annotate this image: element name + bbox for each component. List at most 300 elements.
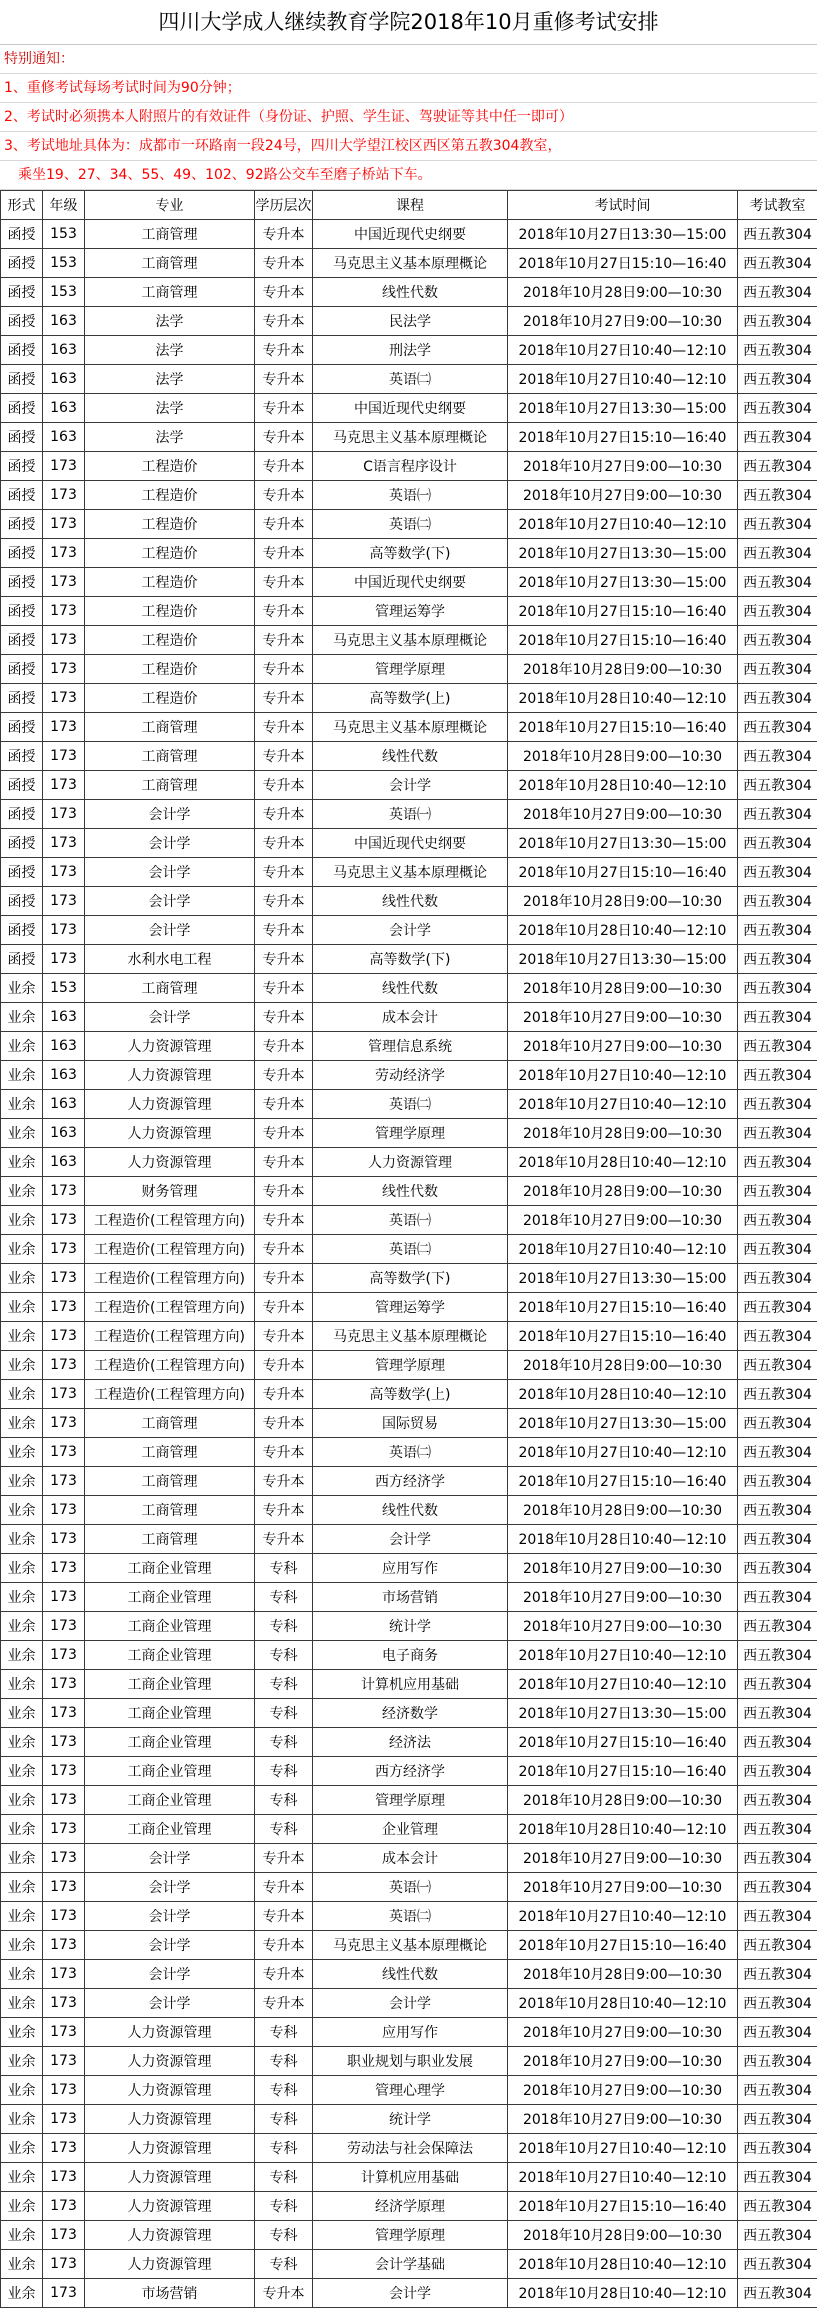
cell-course: 线性代数 xyxy=(313,278,508,307)
cell-course: 高等数学(上) xyxy=(313,1380,508,1409)
cell-exam-time: 2018年10月28日9:00—10:30 xyxy=(508,1119,738,1148)
cell-grade: 173 xyxy=(43,2076,85,2105)
cell-form: 业余 xyxy=(1,1293,43,1322)
cell-form: 业余 xyxy=(1,2250,43,2279)
cell-level: 专升本 xyxy=(255,800,313,829)
table-row xyxy=(1,2134,817,2163)
cell-major: 工程造价 xyxy=(85,684,255,713)
cell-level: 专科 xyxy=(255,2221,313,2250)
cell-course: 中国近现代史纲要 xyxy=(313,829,508,858)
cell-classroom: 西五教304 xyxy=(738,858,817,887)
cell-course: 英语㈠ xyxy=(313,800,508,829)
notice-line: 乘坐19、27、34、55、49、102、92路公交车至磨子桥站下车。 xyxy=(0,161,817,190)
cell-level: 专升本 xyxy=(255,945,313,974)
cell-form: 函授 xyxy=(1,887,43,916)
table-row xyxy=(1,1583,817,1612)
cell-classroom: 西五教304 xyxy=(738,887,817,916)
cell-level: 专升本 xyxy=(255,2279,313,2308)
cell-major: 工程造价(工程管理方向) xyxy=(85,1322,255,1351)
cell-course: 成本会计 xyxy=(313,1003,508,1032)
cell-level: 专科 xyxy=(255,1612,313,1641)
table-row xyxy=(1,2163,817,2192)
cell-course: 经济数学 xyxy=(313,1699,508,1728)
notice-heading: 特别通知： xyxy=(0,45,817,74)
cell-grade: 173 xyxy=(43,1525,85,1554)
table-row xyxy=(1,858,817,887)
cell-classroom: 西五教304 xyxy=(738,771,817,800)
table-row xyxy=(1,220,817,249)
cell-classroom: 西五教304 xyxy=(738,945,817,974)
cell-grade: 173 xyxy=(43,1844,85,1873)
cell-exam-time: 2018年10月28日9:00—10:30 xyxy=(508,887,738,916)
table-row xyxy=(1,2105,817,2134)
cell-exam-time: 2018年10月27日10:40—12:10 xyxy=(508,336,738,365)
cell-grade: 173 xyxy=(43,1293,85,1322)
cell-course: 线性代数 xyxy=(313,742,508,771)
cell-classroom: 西五教304 xyxy=(738,800,817,829)
cell-classroom: 西五教304 xyxy=(738,655,817,684)
cell-classroom: 西五教304 xyxy=(738,1699,817,1728)
cell-major: 工商管理 xyxy=(85,974,255,1003)
cell-course: 劳动法与社会保障法 xyxy=(313,2134,508,2163)
cell-major: 工程造价(工程管理方向) xyxy=(85,1380,255,1409)
cell-form: 业余 xyxy=(1,974,43,1003)
cell-classroom: 西五教304 xyxy=(738,1206,817,1235)
cell-major: 人力资源管理 xyxy=(85,2250,255,2279)
table-row xyxy=(1,2192,817,2221)
cell-level: 专升本 xyxy=(255,365,313,394)
table-row xyxy=(1,423,817,452)
cell-level: 专科 xyxy=(255,1815,313,1844)
cell-form: 业余 xyxy=(1,1322,43,1351)
table-row xyxy=(1,1032,817,1061)
cell-classroom: 西五教304 xyxy=(738,626,817,655)
cell-level: 专科 xyxy=(255,2134,313,2163)
cell-level: 专升本 xyxy=(255,278,313,307)
cell-level: 专升本 xyxy=(255,539,313,568)
cell-grade: 173 xyxy=(43,2163,85,2192)
cell-classroom: 西五教304 xyxy=(738,394,817,423)
cell-major: 人力资源管理 xyxy=(85,1148,255,1177)
cell-level: 专升本 xyxy=(255,1351,313,1380)
cell-course: 英语㈡ xyxy=(313,1902,508,1931)
cell-form: 业余 xyxy=(1,2221,43,2250)
cell-level: 专升本 xyxy=(255,1902,313,1931)
cell-grade: 173 xyxy=(43,887,85,916)
cell-exam-time: 2018年10月27日13:30—15:00 xyxy=(508,539,738,568)
cell-grade: 163 xyxy=(43,1090,85,1119)
table-row xyxy=(1,1003,817,1032)
cell-level: 专升本 xyxy=(255,597,313,626)
cell-course: 管理信息系统 xyxy=(313,1032,508,1061)
cell-grade: 173 xyxy=(43,1496,85,1525)
cell-exam-time: 2018年10月28日9:00—10:30 xyxy=(508,2221,738,2250)
cell-grade: 173 xyxy=(43,1931,85,1960)
cell-form: 业余 xyxy=(1,1380,43,1409)
cell-form: 业余 xyxy=(1,1902,43,1931)
cell-form: 业余 xyxy=(1,1989,43,2018)
cell-form: 函授 xyxy=(1,568,43,597)
cell-major: 人力资源管理 xyxy=(85,2105,255,2134)
cell-level: 专科 xyxy=(255,2047,313,2076)
column-header-exam-time: 考试时间 xyxy=(508,191,738,220)
table-row xyxy=(1,1873,817,1902)
cell-form: 业余 xyxy=(1,1264,43,1293)
cell-exam-time: 2018年10月28日10:40—12:10 xyxy=(508,1380,738,1409)
cell-level: 专升本 xyxy=(255,916,313,945)
cell-course: 计算机应用基础 xyxy=(313,2163,508,2192)
cell-form: 业余 xyxy=(1,1206,43,1235)
cell-grade: 163 xyxy=(43,336,85,365)
cell-exam-time: 2018年10月27日15:10—16:40 xyxy=(508,1757,738,1786)
table-row xyxy=(1,481,817,510)
cell-level: 专科 xyxy=(255,2076,313,2105)
cell-classroom: 西五教304 xyxy=(738,1380,817,1409)
cell-classroom: 西五教304 xyxy=(738,452,817,481)
cell-grade: 173 xyxy=(43,1902,85,1931)
cell-grade: 173 xyxy=(43,1786,85,1815)
cell-classroom: 西五教304 xyxy=(738,1177,817,1206)
cell-course: 企业管理 xyxy=(313,1815,508,1844)
cell-major: 会计学 xyxy=(85,1873,255,1902)
cell-grade: 173 xyxy=(43,1670,85,1699)
cell-grade: 173 xyxy=(43,626,85,655)
cell-exam-time: 2018年10月28日10:40—12:10 xyxy=(508,1815,738,1844)
cell-form: 函授 xyxy=(1,394,43,423)
table-row xyxy=(1,365,817,394)
cell-grade: 173 xyxy=(43,1641,85,1670)
cell-course: 高等数学(下) xyxy=(313,945,508,974)
cell-exam-time: 2018年10月27日10:40—12:10 xyxy=(508,2163,738,2192)
cell-classroom: 西五教304 xyxy=(738,423,817,452)
cell-form: 函授 xyxy=(1,684,43,713)
cell-grade: 173 xyxy=(43,916,85,945)
cell-course: 管理学原理 xyxy=(313,1351,508,1380)
cell-form: 函授 xyxy=(1,916,43,945)
cell-form: 业余 xyxy=(1,1612,43,1641)
cell-grade: 173 xyxy=(43,1467,85,1496)
cell-grade: 173 xyxy=(43,2192,85,2221)
cell-classroom: 西五教304 xyxy=(738,1351,817,1380)
cell-exam-time: 2018年10月27日15:10—16:40 xyxy=(508,1728,738,1757)
cell-form: 函授 xyxy=(1,713,43,742)
cell-grade: 173 xyxy=(43,2047,85,2076)
cell-grade: 173 xyxy=(43,1757,85,1786)
cell-course: 会计学 xyxy=(313,2279,508,2308)
cell-grade: 173 xyxy=(43,1815,85,1844)
cell-classroom: 西五教304 xyxy=(738,1438,817,1467)
cell-level: 专升本 xyxy=(255,1496,313,1525)
cell-classroom: 西五教304 xyxy=(738,307,817,336)
cell-major: 工商企业管理 xyxy=(85,1670,255,1699)
table-row xyxy=(1,2047,817,2076)
table-row xyxy=(1,307,817,336)
cell-level: 专升本 xyxy=(255,1989,313,2018)
table-row xyxy=(1,1409,817,1438)
table-row xyxy=(1,1351,817,1380)
cell-level: 专升本 xyxy=(255,510,313,539)
cell-exam-time: 2018年10月27日9:00—10:30 xyxy=(508,2076,738,2105)
cell-classroom: 西五教304 xyxy=(738,568,817,597)
cell-course: 应用写作 xyxy=(313,2018,508,2047)
cell-classroom: 西五教304 xyxy=(738,1612,817,1641)
cell-level: 专升本 xyxy=(255,771,313,800)
cell-form: 业余 xyxy=(1,1699,43,1728)
cell-form: 函授 xyxy=(1,220,43,249)
cell-grade: 173 xyxy=(43,510,85,539)
table-row xyxy=(1,2076,817,2105)
cell-major: 工程造价(工程管理方向) xyxy=(85,1235,255,1264)
cell-level: 专升本 xyxy=(255,1090,313,1119)
cell-major: 人力资源管理 xyxy=(85,2163,255,2192)
cell-exam-time: 2018年10月27日9:00—10:30 xyxy=(508,452,738,481)
cell-classroom: 西五教304 xyxy=(738,1148,817,1177)
cell-grade: 173 xyxy=(43,481,85,510)
cell-major: 会计学 xyxy=(85,1960,255,1989)
cell-form: 业余 xyxy=(1,2018,43,2047)
cell-exam-time: 2018年10月28日10:40—12:10 xyxy=(508,1989,738,2018)
cell-major: 工商管理 xyxy=(85,1409,255,1438)
table-row xyxy=(1,800,817,829)
table-row xyxy=(1,568,817,597)
cell-course: 英语㈠ xyxy=(313,481,508,510)
cell-major: 工程造价 xyxy=(85,626,255,655)
cell-grade: 173 xyxy=(43,684,85,713)
table-row xyxy=(1,597,817,626)
cell-classroom: 西五教304 xyxy=(738,2076,817,2105)
cell-course: 中国近现代史纲要 xyxy=(313,220,508,249)
cell-exam-time: 2018年10月27日10:40—12:10 xyxy=(508,510,738,539)
cell-major: 会计学 xyxy=(85,1003,255,1032)
table-body xyxy=(1,220,817,2308)
cell-grade: 173 xyxy=(43,1612,85,1641)
cell-course: 线性代数 xyxy=(313,974,508,1003)
cell-level: 专升本 xyxy=(255,1293,313,1322)
notice-line: 2、考试时必须携本人附照片的有效证件（身份证、护照、学生证、驾驶证等其中任一即可） xyxy=(0,103,817,132)
table-row xyxy=(1,1960,817,1989)
cell-major: 工程造价 xyxy=(85,510,255,539)
table-row xyxy=(1,1148,817,1177)
cell-exam-time: 2018年10月28日10:40—12:10 xyxy=(508,2250,738,2279)
cell-classroom: 西五教304 xyxy=(738,1873,817,1902)
cell-grade: 163 xyxy=(43,1061,85,1090)
cell-form: 业余 xyxy=(1,2105,43,2134)
cell-course: 线性代数 xyxy=(313,1960,508,1989)
cell-level: 专升本 xyxy=(255,423,313,452)
cell-major: 工商企业管理 xyxy=(85,1699,255,1728)
cell-form: 业余 xyxy=(1,1409,43,1438)
cell-exam-time: 2018年10月27日10:40—12:10 xyxy=(508,1061,738,1090)
cell-form: 业余 xyxy=(1,1438,43,1467)
cell-course: 英语㈡ xyxy=(313,1235,508,1264)
cell-classroom: 西五教304 xyxy=(738,1235,817,1264)
cell-form: 业余 xyxy=(1,1815,43,1844)
cell-form: 函授 xyxy=(1,858,43,887)
cell-course: 高等数学(下) xyxy=(313,539,508,568)
cell-level: 专升本 xyxy=(255,655,313,684)
cell-course: 英语㈠ xyxy=(313,1873,508,1902)
cell-major: 法学 xyxy=(85,394,255,423)
cell-course: 马克思主义基本原理概论 xyxy=(313,626,508,655)
cell-course: 市场营销 xyxy=(313,1583,508,1612)
cell-level: 专升本 xyxy=(255,1438,313,1467)
cell-course: 会计学 xyxy=(313,1525,508,1554)
cell-major: 工商企业管理 xyxy=(85,1786,255,1815)
column-header-form: 形式 xyxy=(1,191,43,220)
cell-course: 西方经济学 xyxy=(313,1467,508,1496)
cell-classroom: 西五教304 xyxy=(738,2134,817,2163)
cell-level: 专科 xyxy=(255,1641,313,1670)
cell-exam-time: 2018年10月28日9:00—10:30 xyxy=(508,278,738,307)
cell-grade: 173 xyxy=(43,1583,85,1612)
cell-course: 高等数学(下) xyxy=(313,1264,508,1293)
cell-level: 专升本 xyxy=(255,1119,313,1148)
page-title: 四川大学成人继续教育学院2018年10月重修考试安排 xyxy=(0,0,817,45)
table-row xyxy=(1,2221,817,2250)
cell-exam-time: 2018年10月27日10:40—12:10 xyxy=(508,1235,738,1264)
cell-form: 业余 xyxy=(1,1235,43,1264)
table-row xyxy=(1,2279,817,2308)
cell-level: 专升本 xyxy=(255,742,313,771)
cell-grade: 173 xyxy=(43,1699,85,1728)
cell-major: 水利水电工程 xyxy=(85,945,255,974)
cell-level: 专升本 xyxy=(255,1873,313,1902)
cell-exam-time: 2018年10月27日9:00—10:30 xyxy=(508,481,738,510)
cell-major: 工商企业管理 xyxy=(85,1815,255,1844)
cell-major: 人力资源管理 xyxy=(85,1061,255,1090)
cell-level: 专升本 xyxy=(255,1467,313,1496)
cell-form: 业余 xyxy=(1,1728,43,1757)
cell-exam-time: 2018年10月27日15:10—16:40 xyxy=(508,1467,738,1496)
cell-exam-time: 2018年10月27日9:00—10:30 xyxy=(508,1612,738,1641)
cell-grade: 173 xyxy=(43,1264,85,1293)
cell-form: 业余 xyxy=(1,1061,43,1090)
table-row xyxy=(1,2018,817,2047)
cell-major: 会计学 xyxy=(85,858,255,887)
cell-grade: 163 xyxy=(43,394,85,423)
cell-grade: 173 xyxy=(43,1960,85,1989)
cell-form: 业余 xyxy=(1,1177,43,1206)
cell-classroom: 西五教304 xyxy=(738,916,817,945)
cell-course: 应用写作 xyxy=(313,1554,508,1583)
cell-form: 业余 xyxy=(1,1467,43,1496)
cell-level: 专升本 xyxy=(255,336,313,365)
cell-major: 人力资源管理 xyxy=(85,1119,255,1148)
cell-level: 专升本 xyxy=(255,974,313,1003)
cell-exam-time: 2018年10月28日9:00—10:30 xyxy=(508,1351,738,1380)
exam-schedule-table xyxy=(0,190,817,2308)
cell-exam-time: 2018年10月27日13:30—15:00 xyxy=(508,1699,738,1728)
cell-form: 函授 xyxy=(1,278,43,307)
cell-classroom: 西五教304 xyxy=(738,1844,817,1873)
cell-exam-time: 2018年10月28日10:40—12:10 xyxy=(508,771,738,800)
table-row xyxy=(1,829,817,858)
table-row xyxy=(1,1525,817,1554)
cell-course: 英语㈡ xyxy=(313,510,508,539)
table-row xyxy=(1,1119,817,1148)
table-row xyxy=(1,1235,817,1264)
cell-level: 专科 xyxy=(255,2105,313,2134)
table-row xyxy=(1,1728,817,1757)
cell-exam-time: 2018年10月28日10:40—12:10 xyxy=(508,1525,738,1554)
cell-grade: 173 xyxy=(43,1351,85,1380)
table-row xyxy=(1,626,817,655)
cell-classroom: 西五教304 xyxy=(738,1931,817,1960)
cell-form: 业余 xyxy=(1,1003,43,1032)
cell-form: 函授 xyxy=(1,829,43,858)
cell-grade: 163 xyxy=(43,423,85,452)
cell-major: 工商管理 xyxy=(85,220,255,249)
cell-classroom: 西五教304 xyxy=(738,365,817,394)
cell-level: 专升本 xyxy=(255,1322,313,1351)
cell-exam-time: 2018年10月28日10:40—12:10 xyxy=(508,1148,738,1177)
table-row xyxy=(1,1467,817,1496)
cell-exam-time: 2018年10月27日15:10—16:40 xyxy=(508,713,738,742)
cell-major: 会计学 xyxy=(85,1931,255,1960)
cell-exam-time: 2018年10月28日10:40—12:10 xyxy=(508,2279,738,2308)
cell-exam-time: 2018年10月27日15:10—16:40 xyxy=(508,597,738,626)
cell-level: 专升本 xyxy=(255,1148,313,1177)
cell-grade: 173 xyxy=(43,1438,85,1467)
cell-major: 工商管理 xyxy=(85,771,255,800)
cell-major: 人力资源管理 xyxy=(85,2076,255,2105)
cell-level: 专升本 xyxy=(255,1264,313,1293)
cell-exam-time: 2018年10月27日9:00—10:30 xyxy=(508,1554,738,1583)
cell-exam-time: 2018年10月27日13:30—15:00 xyxy=(508,394,738,423)
cell-major: 工商管理 xyxy=(85,1467,255,1496)
cell-grade: 173 xyxy=(43,2221,85,2250)
cell-major: 工商企业管理 xyxy=(85,1612,255,1641)
cell-course: 经济学原理 xyxy=(313,2192,508,2221)
cell-form: 业余 xyxy=(1,1496,43,1525)
cell-exam-time: 2018年10月27日9:00—10:30 xyxy=(508,1032,738,1061)
table-row xyxy=(1,887,817,916)
cell-grade: 173 xyxy=(43,713,85,742)
cell-exam-time: 2018年10月27日9:00—10:30 xyxy=(508,1873,738,1902)
cell-classroom: 西五教304 xyxy=(738,713,817,742)
cell-exam-time: 2018年10月28日9:00—10:30 xyxy=(508,655,738,684)
cell-course: C语言程序设计 xyxy=(313,452,508,481)
cell-level: 专升本 xyxy=(255,249,313,278)
cell-grade: 173 xyxy=(43,452,85,481)
cell-form: 函授 xyxy=(1,452,43,481)
table-row xyxy=(1,1264,817,1293)
column-header-level: 学历层次 xyxy=(255,191,313,220)
table-row xyxy=(1,1786,817,1815)
cell-grade: 153 xyxy=(43,974,85,1003)
cell-major: 工程造价 xyxy=(85,597,255,626)
cell-major: 工程造价(工程管理方向) xyxy=(85,1264,255,1293)
cell-exam-time: 2018年10月27日13:30—15:00 xyxy=(508,945,738,974)
cell-major: 工程造价(工程管理方向) xyxy=(85,1206,255,1235)
table-row xyxy=(1,1322,817,1351)
cell-exam-time: 2018年10月27日10:40—12:10 xyxy=(508,1438,738,1467)
cell-course: 线性代数 xyxy=(313,1177,508,1206)
cell-grade: 173 xyxy=(43,2134,85,2163)
cell-major: 人力资源管理 xyxy=(85,2134,255,2163)
cell-course: 人力资源管理 xyxy=(313,1148,508,1177)
cell-classroom: 西五教304 xyxy=(738,597,817,626)
table-row xyxy=(1,452,817,481)
cell-classroom: 西五教304 xyxy=(738,249,817,278)
cell-level: 专科 xyxy=(255,1786,313,1815)
cell-classroom: 西五教304 xyxy=(738,684,817,713)
cell-course: 马克思主义基本原理概论 xyxy=(313,1322,508,1351)
cell-course: 中国近现代史纲要 xyxy=(313,568,508,597)
cell-classroom: 西五教304 xyxy=(738,1264,817,1293)
table-row xyxy=(1,510,817,539)
cell-grade: 173 xyxy=(43,2250,85,2279)
